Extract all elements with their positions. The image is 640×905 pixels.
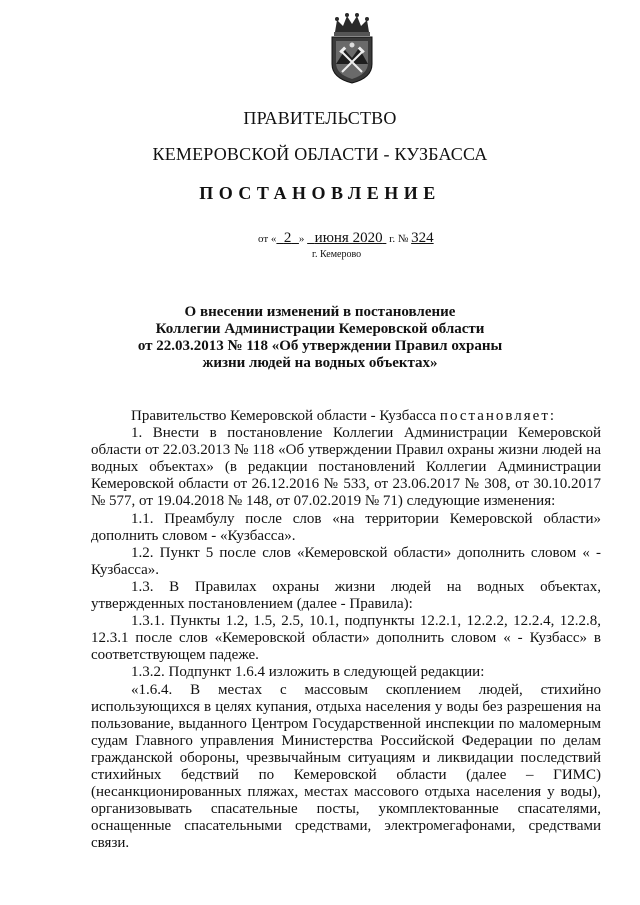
paragraph-1-1: 1.1. Преамбулу после слов «на территории Кемеровской области» дополнить словом - «Кузбасса».: [91, 510, 601, 544]
paragraph-1-3-1: 1.3.1. Пункты 1.2, 1.5, 2.5, 10.1, подпункты 12.2.1, 12.2.2, 12.2.4, 12.2.8, 12.3.1 после слов «Кемеровской области» дополнить словом « - Кузбасс» в соответствующем падеже.: [91, 613, 601, 664]
date-month-year: июня 2020: [314, 230, 383, 246]
heading-line2: Коллегии Администрации Кемеровской области: [155, 321, 485, 337]
paragraph-1-2: 1.2. Пункт 5 после слов «Кемеровской области» дополнить словом « - Кузбасса».: [91, 544, 601, 578]
date-day: 2: [283, 230, 292, 246]
heading-line4: жизни людей на водных объектах»: [202, 355, 438, 371]
intro-paragraph: Правительство Кемеровской области - Кузбасса постановляет:: [131, 408, 557, 424]
document-body: [91, 408, 601, 852]
date-line: [258, 230, 434, 247]
paragraph-1-6-4: «1.6.4. В местах с массовым скоплением людей, стихийно использующихся в целях купания, отдыха населения у воды без разрешения на пользование, выданного Центром Государственной инспекции по маломерным судам Главного управления Министерства Российской Федерации по делам гражданской обороны, чрезвычайным ситуациям и ликвидации последствий стихийных бедствий по Кемеровской области (далее – ГИМС) (несанкционированных пляжах, местах массового отдыха населения у воды), организовывать спасательные посты, укомплектованные спасателями, оснащенные спасательными средствами, электромегафонами, средствами связи.: [91, 681, 601, 852]
document-number: 324: [411, 230, 434, 246]
government-name-line2: КЕМЕРОВСКОЙ ОБЛАСТИ - КУЗБАССА: [152, 144, 488, 164]
paragraph-1: 1. Внести в постановление Коллегии Администрации Кемеровской области от 22.03.2013 № 118 «Об утверждении Правил охраны жизни людей на водных объектах» (в редакции постановлений Коллегии Администрации Кемеровской области от 26.12.2016 № 533, от 23.06.2017 № 308, от 30.10.2017 № 577, от 19.04.2018 № 148, от 07.02.2019 № 71) следующие изменения:: [91, 425, 601, 510]
document-heading: [100, 304, 540, 372]
city-name: г. Кемерово: [312, 249, 362, 260]
date-mid: »: [298, 233, 305, 245]
date-prefix: от «: [258, 233, 277, 245]
heading-line3: от 22.03.2013 № 118 «Об утверждении Правил охраны: [137, 338, 503, 354]
document-type-title: ПОСТАНОВЛЕНИЕ: [199, 183, 441, 203]
coat-of-arms-emblem: [327, 12, 377, 84]
paragraph-1-3-2: 1.3.2. Подпункт 1.6.4 изложить в следующей редакции:: [131, 664, 485, 681]
date-suffix: г. №: [389, 233, 409, 245]
heading-line1: О внесении изменений в постановление: [184, 304, 456, 320]
government-name-line1: ПРАВИТЕЛЬСТВО: [243, 108, 397, 128]
paragraph-1-3: 1.3. В Правилах охраны жизни людей на водных объектах, утвержденных постановлением (далее - Правила):: [91, 578, 601, 613]
